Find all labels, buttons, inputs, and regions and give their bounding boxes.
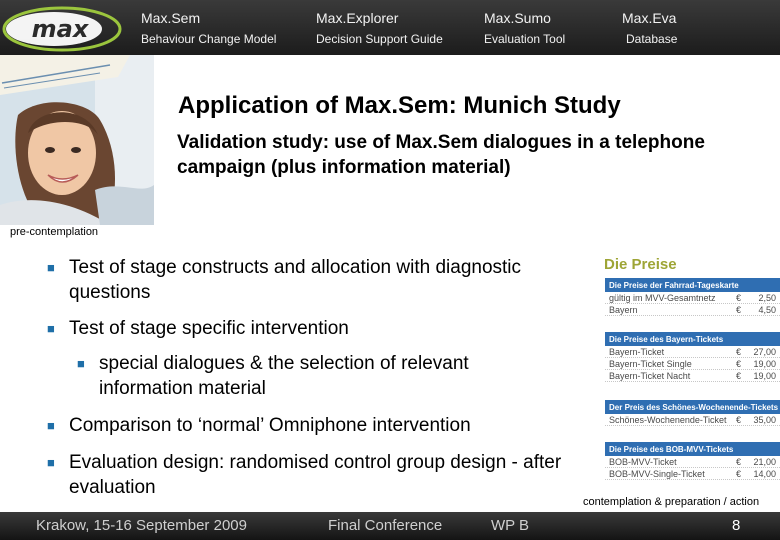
price-section bbox=[605, 442, 780, 480]
price-section bbox=[605, 400, 780, 426]
stage-label-precontemplation: pre-contemplation bbox=[10, 226, 99, 238]
square-bullet-icon: ■ bbox=[47, 321, 55, 336]
bullet-text: Test of stage specific intervention bbox=[69, 318, 349, 339]
price-currency: € bbox=[736, 305, 742, 315]
price-heading: Die Preise bbox=[604, 256, 677, 273]
price-row bbox=[605, 358, 780, 370]
footer-bar bbox=[0, 512, 780, 540]
nav-title: Max.Sumo bbox=[484, 10, 551, 26]
price-row bbox=[605, 346, 780, 358]
max-logo-icon[interactable] bbox=[2, 4, 136, 52]
price-section-title: Die Preise der Fahrrad-Tageskarte bbox=[605, 278, 780, 292]
nav-subtitle: Decision Support Guide bbox=[316, 32, 443, 46]
nav-subtitle: Behaviour Change Model bbox=[141, 32, 277, 46]
nav-title: Max.Explorer bbox=[316, 10, 399, 26]
price-section-title: Der Preis des Schönes-Wochenende-Tickets bbox=[605, 400, 780, 414]
price-row bbox=[605, 414, 780, 426]
price-row bbox=[605, 304, 780, 316]
price-brochure-image bbox=[599, 254, 780, 490]
price-row bbox=[605, 456, 780, 468]
price-value: 2,50 bbox=[758, 293, 776, 303]
nav-item-max-eva[interactable] bbox=[622, 10, 677, 47]
logo-text: max bbox=[31, 15, 89, 43]
page-number: 8 bbox=[732, 517, 741, 534]
price-name: Bayern-Ticket Nacht bbox=[609, 371, 691, 381]
bullet-stage-intervention bbox=[47, 316, 607, 341]
price-value: 27,00 bbox=[753, 347, 776, 357]
price-value: 35,00 bbox=[753, 415, 776, 425]
price-currency: € bbox=[736, 371, 742, 381]
nav-item-max-sumo[interactable] bbox=[484, 10, 565, 47]
footer-event: Final Conference bbox=[328, 517, 443, 534]
bullet-text: Test of stage constructs and allocation with diagnostic questions bbox=[69, 257, 522, 303]
bullet-text: special dialogues & the selection of relevant information material bbox=[99, 353, 469, 399]
bullet-text: Comparison to ‘normal’ Omniphone intervention bbox=[69, 415, 471, 436]
nav-subtitle: Database bbox=[626, 32, 678, 46]
footer-workpackage: WP B bbox=[491, 517, 530, 534]
price-value: 19,00 bbox=[753, 371, 776, 381]
price-section-title: Die Preise des BOB-MVV-Tickets bbox=[605, 442, 780, 456]
price-currency: € bbox=[736, 415, 742, 425]
price-currency: € bbox=[736, 347, 742, 357]
header-bar bbox=[0, 0, 780, 55]
bullet-comparison bbox=[47, 413, 607, 438]
price-row bbox=[605, 292, 780, 304]
square-bullet-icon: ■ bbox=[47, 455, 55, 470]
bullet-stage-constructs bbox=[47, 255, 607, 305]
sub-bullet-special-dialogues bbox=[77, 351, 547, 401]
price-row bbox=[605, 370, 780, 382]
nav-title: Max.Sem bbox=[141, 10, 201, 26]
bullet-text: Evaluation design: randomised control group design - after evaluation bbox=[69, 452, 562, 498]
nav-subtitle: Evaluation Tool bbox=[484, 32, 566, 46]
price-name: Bayern bbox=[609, 305, 638, 315]
price-name: BOB-MVV-Ticket bbox=[609, 457, 677, 467]
nav-item-max-sem[interactable] bbox=[141, 10, 276, 47]
square-bullet-icon: ■ bbox=[77, 356, 85, 371]
price-section bbox=[605, 332, 780, 382]
price-section-title: Die Preise des Bayern-Tickets bbox=[605, 332, 780, 346]
footer-location-date: Krakow, 15-16 September 2009 bbox=[36, 517, 247, 534]
stage-label-contemplation-action: contemplation & preparation / action bbox=[583, 496, 760, 508]
slide-title: Application of Max.Sem: Munich Study bbox=[178, 92, 621, 119]
price-name: gültig im MVV-Gesamtnetz bbox=[609, 293, 716, 303]
price-name: Bayern-Ticket bbox=[609, 347, 665, 357]
nav-title: Max.Eva bbox=[622, 10, 677, 26]
price-section bbox=[605, 278, 780, 316]
price-name: Schönes-Wochenende-Ticket bbox=[609, 415, 727, 425]
price-currency: € bbox=[736, 359, 742, 369]
woman-with-brochure-illustration bbox=[0, 55, 154, 225]
price-value: 21,00 bbox=[753, 457, 776, 467]
square-bullet-icon: ■ bbox=[47, 418, 55, 433]
price-currency: € bbox=[736, 469, 742, 479]
price-name: Bayern-Ticket Single bbox=[609, 359, 692, 369]
price-currency: € bbox=[736, 457, 742, 467]
campaign-photo bbox=[0, 55, 154, 225]
price-value: 4,50 bbox=[758, 305, 776, 315]
price-row bbox=[605, 468, 780, 480]
price-currency: € bbox=[736, 293, 742, 303]
nav-item-max-explorer[interactable] bbox=[316, 10, 443, 47]
price-value: 19,00 bbox=[753, 359, 776, 369]
bullet-evaluation-design bbox=[47, 450, 587, 500]
slide-subtitle: Validation study: use of Max.Sem dialogues in a telephone campaign (plus information material) bbox=[177, 132, 705, 178]
square-bullet-icon: ■ bbox=[47, 260, 55, 275]
price-value: 14,00 bbox=[753, 469, 776, 479]
price-name: BOB-MVV-Single-Ticket bbox=[609, 469, 705, 479]
